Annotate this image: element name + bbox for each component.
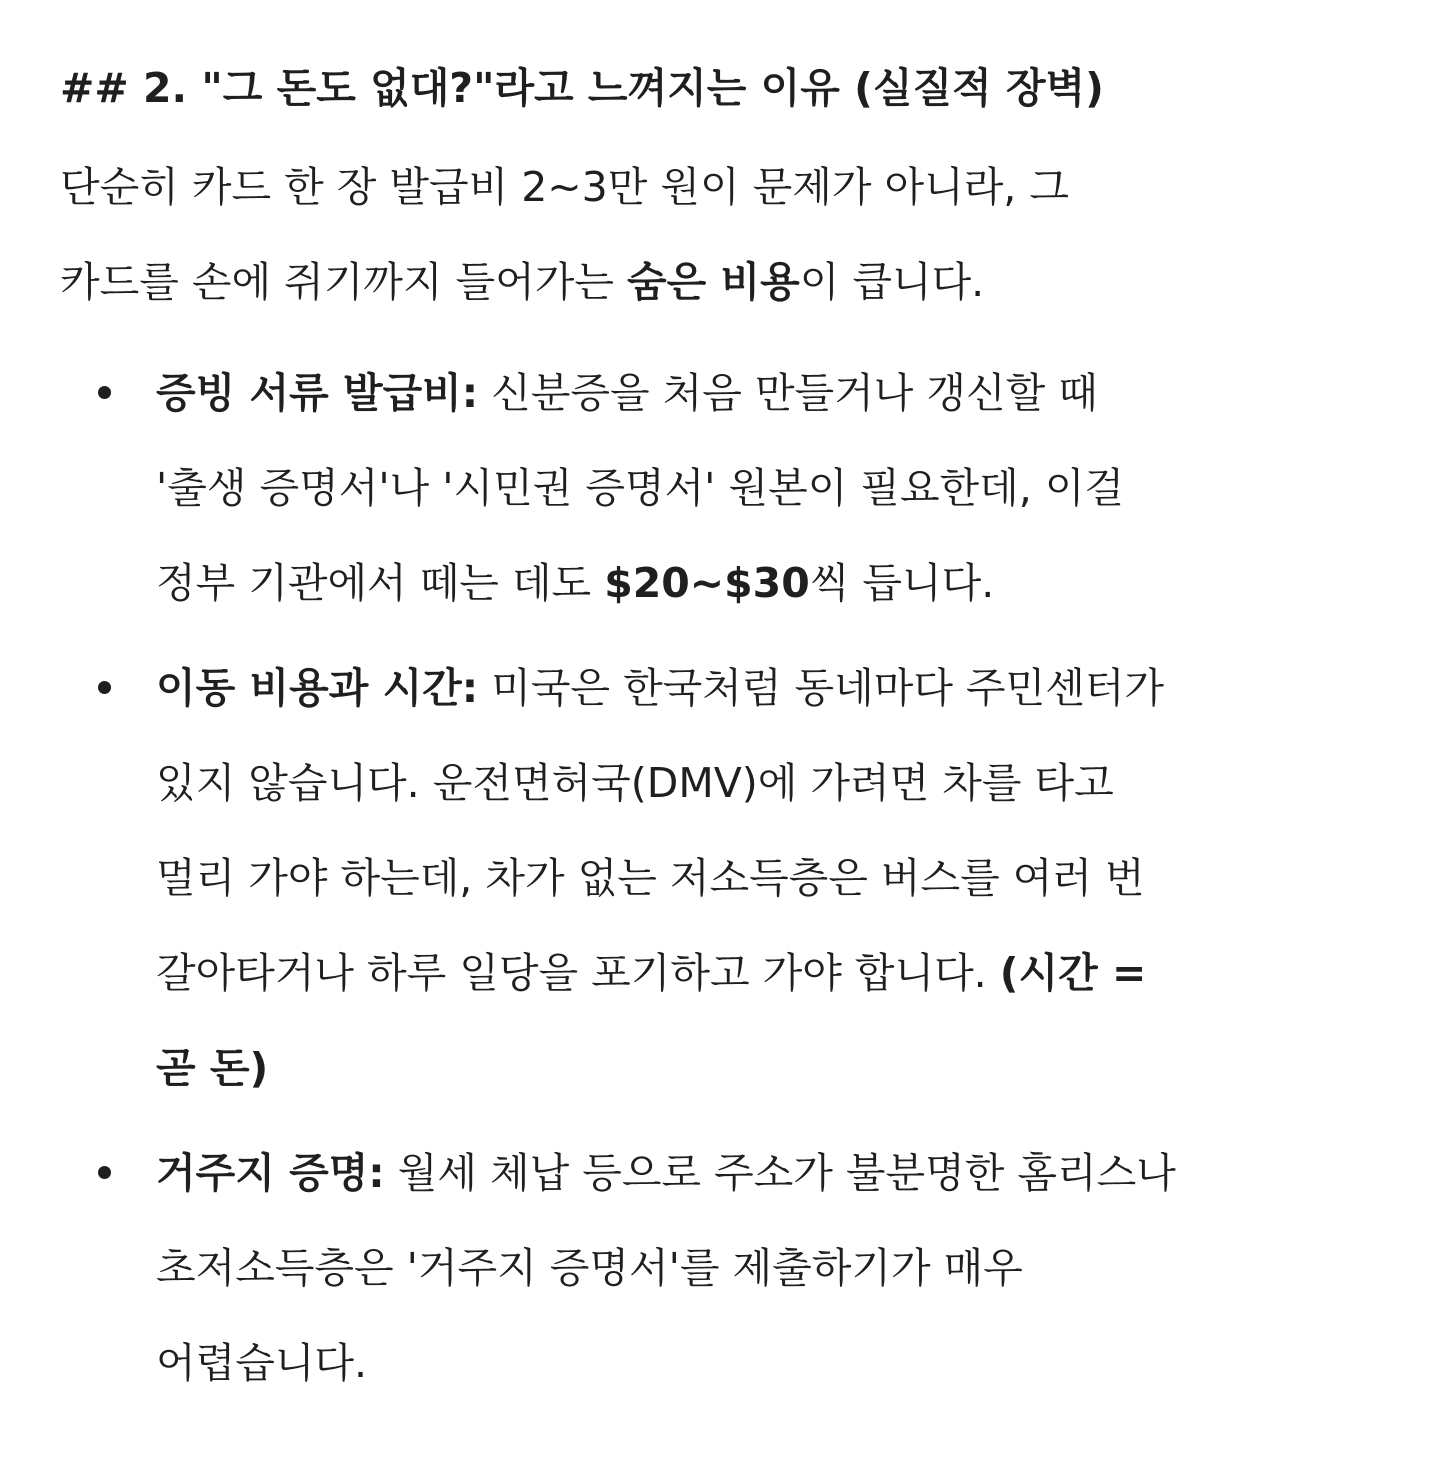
section-heading: ## 2. "그 돈도 없대?"라고 느껴지는 이유 (실질적 장벽) (60, 64, 1104, 112)
intro-paragraph (60, 140, 1280, 330)
list-item-line-text: 미국은 한국처럼 동네마다 주민센터가 (478, 664, 1165, 712)
time-emphasis: (시간 = (999, 949, 1147, 997)
list-item-line (156, 641, 1376, 736)
list-item-line (156, 536, 1376, 631)
time-emphasis-end: 곧 돈) (156, 1044, 269, 1092)
list-item-line: 있지 않습니다. 운전면허국(DMV)에 가려면 차를 타고 (156, 759, 1114, 807)
list-item-text (156, 641, 1376, 1116)
list-item-line: '출생 증명서'나 '시민권 증명서' 원본이 필요한데, 이걸 (156, 464, 1125, 512)
bullet-dot-icon (98, 1166, 111, 1179)
list-item-line-text: 씩 듭니다. (809, 559, 995, 607)
list-item-line-text: 월세 체납 등으로 주소가 불분명한 홈리스나 (384, 1149, 1176, 1197)
list-item-line (156, 346, 1376, 441)
intro-text-end: 이 큽니다. (799, 258, 985, 306)
list-item-label: 이동 비용과 시간: (156, 664, 479, 712)
list-item-label: 증빙 서류 발급비: (156, 369, 479, 417)
cost-emphasis: $20~$30 (604, 559, 810, 607)
intro-line-2 (60, 235, 1280, 330)
list-item-travel-cost (60, 641, 1380, 1116)
list-item-residence-proof (60, 1126, 1380, 1411)
bullet-dot-icon (98, 386, 111, 399)
list-item-text (156, 1126, 1376, 1411)
bullet-dot-icon (98, 681, 111, 694)
list-item-line-text: 신분증을 처음 만들거나 갱신할 때 (478, 369, 1098, 417)
list-item-line: 어렵습니다. (156, 1339, 368, 1387)
list-item-line (156, 1126, 1376, 1221)
intro-text: 카드를 손에 쥐기까지 들어가는 (60, 258, 628, 306)
list-item-text (156, 346, 1376, 631)
list-item-line: 멀리 가야 하는데, 차가 없는 저소득층은 버스를 여러 번 (156, 854, 1145, 902)
intro-line-1: 단순히 카드 한 장 발급비 2~3만 원이 문제가 아니라, 그 (60, 163, 1069, 211)
list-item-line-text: 정부 기관에서 떼는 데도 (156, 559, 605, 607)
list-item-label: 거주지 증명: (156, 1149, 385, 1197)
list-item-line (156, 926, 1376, 1021)
bullet-list (60, 346, 1380, 1411)
list-item-line-text: 갈아타거나 하루 일당을 포기하고 가야 합니다. (156, 949, 1000, 997)
list-item-document-fees (60, 346, 1380, 631)
list-item-line: 초저소득층은 '거주지 증명서'를 제출하기가 매우 (156, 1244, 1023, 1292)
intro-emphasis: 숨은 비용 (627, 258, 800, 306)
